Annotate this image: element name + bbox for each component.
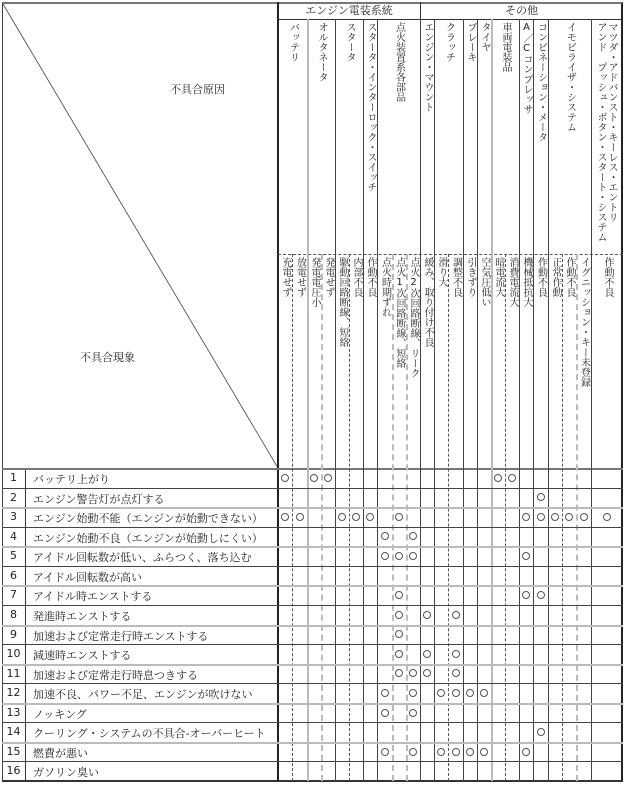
- symptom-number: 4: [10, 530, 17, 543]
- column-divider: [591, 19, 592, 781]
- row-divider: [2, 722, 623, 723]
- row-divider: [2, 488, 623, 489]
- cause-label: 消費電流大: [507, 257, 518, 307]
- symptom-number: 16: [6, 764, 21, 777]
- row-divider: [2, 644, 623, 645]
- row-divider: [2, 585, 623, 587]
- cause-mark-circle: [395, 650, 403, 658]
- header-dashed-divider: [278, 254, 623, 255]
- cause-mark-circle: [522, 552, 530, 560]
- symptom-label: エンジン始動不能（エンジンが始動できない）: [33, 512, 263, 525]
- group-header: エンジン電装系統: [305, 4, 393, 17]
- cause-label: 調整不良: [450, 257, 462, 297]
- cause-mark-circle: [580, 513, 588, 521]
- symptom-number: 2: [10, 491, 17, 504]
- column-divider: [307, 19, 309, 781]
- component-header: オルタネータ: [316, 22, 327, 82]
- cause-mark-circle: [537, 591, 545, 599]
- cause-label: 点火時期ずれ: [379, 257, 391, 317]
- cause-mark-circle: [452, 650, 460, 658]
- row-divider: [2, 664, 623, 666]
- symptom-number: 10: [6, 647, 21, 660]
- column-divider: [477, 19, 478, 781]
- symptom-number: 11: [6, 667, 21, 680]
- cause-mark-circle: [395, 552, 403, 560]
- column-divider: [434, 19, 435, 781]
- symptom-number: 6: [10, 569, 17, 582]
- cause-mark-circle: [565, 513, 573, 521]
- cause-label: 点火1次回路断線、短絡: [394, 257, 405, 368]
- cause-mark-circle: [480, 748, 488, 756]
- row-divider: [2, 703, 623, 705]
- symptom-number: 8: [10, 608, 17, 621]
- cause-label: 発電せず: [323, 257, 334, 297]
- cause-mark-circle: [452, 689, 460, 697]
- row-divider: [2, 625, 623, 627]
- component-header: コンビネーション・メータ: [535, 22, 547, 142]
- symptom-label: 減速時エンストする: [33, 649, 132, 662]
- cause-label: 緩み、取り付け不良: [422, 257, 433, 347]
- component-header: バッテリ: [287, 22, 299, 62]
- component-header: 点火装置系各部品: [393, 22, 405, 102]
- symptom-number: 1: [10, 471, 17, 484]
- cause-mark-circle: [281, 513, 289, 521]
- cause-mark-circle: [522, 513, 530, 521]
- cause-heading: 不具合原因: [170, 83, 225, 96]
- symptom-number: 5: [10, 549, 17, 562]
- cause-label: 駆動回路断線、短絡: [337, 257, 348, 347]
- cause-mark-circle: [395, 513, 403, 521]
- symptom-number: 3: [10, 510, 17, 523]
- row-divider: [2, 683, 623, 684]
- cause-mark-circle: [395, 669, 403, 677]
- cause-mark-circle: [395, 611, 403, 619]
- symptom-label: ガソリン臭い: [33, 766, 99, 779]
- column-divider: [519, 19, 520, 781]
- component-header: A／Cコンプレッサ: [521, 22, 532, 114]
- cause-label: 充電せず: [280, 257, 291, 297]
- symptom-number: 14: [6, 725, 21, 738]
- cause-label: 正常作動: [550, 257, 561, 297]
- cause-label: 作動不良: [564, 257, 575, 297]
- column-divider: [562, 254, 563, 781]
- cause-mark-circle: [338, 513, 346, 521]
- cause-mark-circle: [551, 513, 559, 521]
- component-header: 車両電装品: [500, 22, 511, 72]
- symptom-label: エンジン警告灯が点灯する: [33, 493, 165, 506]
- cause-mark-circle: [452, 611, 460, 619]
- cause-label: 機械抵抗大: [521, 257, 532, 307]
- group-row-divider: [278, 19, 623, 20]
- cause-mark-circle: [480, 689, 488, 697]
- symptom-label: アイドル回転数が高い: [33, 571, 143, 584]
- cause-mark-circle: [296, 513, 304, 521]
- cause-label: 滑り大: [436, 257, 447, 287]
- cause-mark-circle: [381, 748, 389, 756]
- column-divider: [505, 254, 506, 781]
- cause-mark-circle: [423, 650, 431, 658]
- symptom-label: 加速および定常走行時息つきする: [33, 669, 198, 682]
- symptom-label: エンジン始動不良（エンジンが始動しにくい）: [33, 532, 263, 545]
- symptom-label: クーリング・システムの不具合-オーバーヒート: [33, 727, 266, 740]
- cause-mark-circle: [423, 669, 431, 677]
- row-divider: [2, 742, 623, 744]
- symptom-label: 燃費が悪い: [33, 747, 88, 760]
- cause-mark-circle: [537, 728, 545, 736]
- symptom-number: 15: [6, 745, 21, 758]
- row-divider: [2, 761, 623, 762]
- cause-label: 発電電圧小: [309, 257, 320, 307]
- cause-label: 暗電流大: [493, 257, 504, 297]
- cause-label: 作動不良: [365, 257, 376, 297]
- cause-mark-circle: [381, 532, 389, 540]
- component-header: エンジン・マウント: [422, 22, 433, 112]
- cause-mark-circle: [409, 709, 417, 717]
- row-divider: [2, 527, 623, 528]
- cause-mark-circle: [395, 630, 403, 638]
- symptom-number: 9: [10, 628, 17, 641]
- column-divider: [321, 254, 323, 781]
- column-divider: [463, 19, 464, 781]
- cause-label: 放電せず: [294, 257, 306, 297]
- row-divider: [2, 546, 623, 548]
- column-divider: [349, 254, 350, 781]
- cause-mark-circle: [381, 709, 389, 717]
- symptom-label: 発進時エンストする: [33, 610, 132, 623]
- cause-label: 作動不良: [535, 257, 547, 297]
- cause-label: 点火2次回路断線、リーク: [408, 257, 419, 378]
- symptom-label: アイドル時エンストする: [33, 590, 153, 603]
- symptom-number: 7: [10, 588, 17, 601]
- cause-label: 引きずり: [465, 257, 476, 297]
- cause-mark-circle: [466, 689, 474, 697]
- symptom-label: 加速および定常走行時エンストする: [33, 630, 209, 643]
- component-header: マツダ・アドバンスト・キーレス・エントリ アンド プッシュ・ボタン・スタート・システム: [595, 22, 617, 242]
- cause-mark-circle: [310, 474, 318, 482]
- column-divider: [292, 254, 293, 781]
- cause-mark-circle: [522, 591, 530, 599]
- component-header: イモビライザ・システム: [564, 22, 576, 132]
- component-header: スタータ・インターロック・スイッチ: [365, 22, 376, 192]
- row-divider: [2, 566, 623, 567]
- cause-mark-circle: [366, 513, 374, 521]
- cause-mark-circle: [522, 748, 530, 756]
- column-divider: [548, 19, 549, 781]
- header-bottom-border: [2, 468, 623, 470]
- group-divider: [420, 2, 421, 19]
- component-header: スタータ: [344, 22, 355, 62]
- cause-mark-circle: [508, 474, 516, 482]
- group-header: その他: [505, 4, 538, 17]
- cause-mark-circle: [381, 552, 389, 560]
- cause-mark-circle: [409, 552, 417, 560]
- symptom-number: 13: [6, 706, 21, 719]
- column-divider: [448, 254, 449, 781]
- cause-mark-circle: [409, 669, 417, 677]
- cause-mark-circle: [352, 513, 360, 521]
- cause-mark-circle: [409, 532, 417, 540]
- cause-mark-circle: [381, 689, 389, 697]
- cause-mark-circle: [324, 474, 332, 482]
- cause-mark-circle: [423, 611, 431, 619]
- cause-mark-circle: [395, 591, 403, 599]
- symptom-label: アイドル回転数が低い、ふらつく、落ち込む: [33, 551, 252, 564]
- cause-mark-circle: [409, 689, 417, 697]
- component-header: ブレーキ: [465, 22, 476, 62]
- cause-label: 内部不良: [351, 257, 362, 297]
- cause-label: 作動不良: [602, 257, 613, 297]
- cause-label: 空気圧低い: [479, 257, 490, 307]
- cause-mark-circle: [452, 669, 460, 677]
- column-divider: [377, 19, 378, 781]
- cause-mark-circle: [437, 689, 445, 697]
- column-divider: [491, 19, 493, 781]
- row-divider: [2, 605, 623, 606]
- symptom-label: 加速不良、パワー不足、エンジンが吹けない: [33, 688, 253, 701]
- cause-label: イグニッション・キー未登録: [578, 257, 590, 387]
- column-divider: [335, 19, 336, 781]
- cause-mark-circle: [537, 513, 545, 521]
- cause-mark-circle: [437, 748, 445, 756]
- component-header: クラッチ: [443, 22, 455, 62]
- cause-mark-circle: [452, 748, 460, 756]
- symptom-number: 12: [6, 686, 21, 699]
- cause-mark-circle: [537, 493, 545, 501]
- cause-mark-circle: [494, 474, 502, 482]
- cause-mark-circle: [603, 513, 611, 521]
- cause-mark-circle: [281, 474, 289, 482]
- cause-mark-circle: [409, 748, 417, 756]
- cause-mark-circle: [466, 748, 474, 756]
- symptom-heading: 不具合現象: [80, 351, 135, 364]
- symptom-label: ノッキング: [33, 708, 87, 721]
- row-divider: [2, 507, 623, 509]
- symptom-label: バッテリ上がり: [33, 473, 110, 486]
- component-header: タイヤ: [479, 22, 490, 52]
- column-divider: [420, 19, 421, 781]
